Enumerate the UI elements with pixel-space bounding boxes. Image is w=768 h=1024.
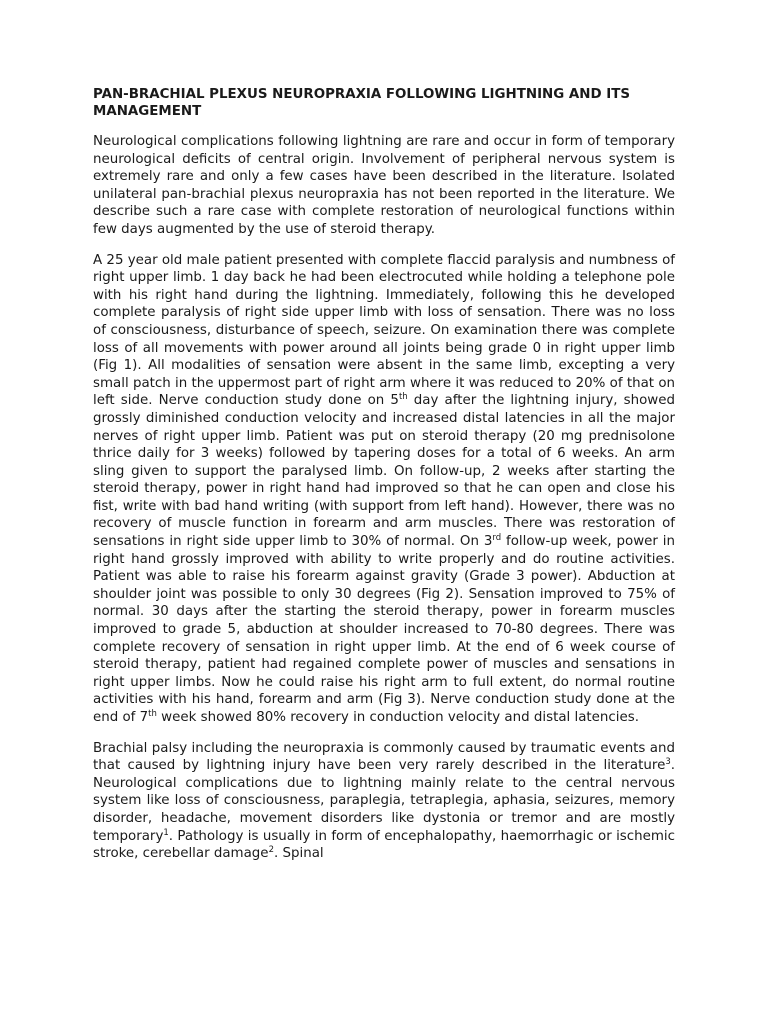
discussion-text-1: Brachial palsy including the neuropraxia is commonly caused by traumatic events and that caused by lightning injury have been very rarely described in the literature (93, 740, 675, 774)
case-text-1: A 25 year old male patient presented with complete flaccid paralysis and numbness of right upper limb. 1 day back he had been electrocuted while holding a telephone pole with his right hand during the lightning. Immediately, following this he developed complete paralysis of right side upper limb with loss of sensation. There was no loss of consciousness, disturbance of speech, seizure. On examination there was complete loss of all movements with power around all joints being grade 0 in right upper limb (Fig 1). All modalities of sensation were absent in the same limb, excepting a very small patch in the uppermost part of right arm where it was reduced to 20% of that on left side. Nerve conduction study done on 5 (93, 252, 675, 409)
case-text-3: follow-up week, power in right hand grossly improved with ability to write properly and do routine activities. Patient was able to raise his forearm against gravity (Grade 3 power). Abduction at shoulder joint was possible to only 30 degrees (Fig 2). Sensation improved to 75% of normal. 30 days after the starting the steroid therapy, power in forearm muscles improved to grade 5, abduction at shoulder increased to 70-80 degrees. There was complete recovery of sensation in right upper limb. At the end of 6 week course of steroid therapy, patient had regained complete power of muscles and sensations in right upper limbs. Now he could raise his right arm to full extent, do normal routine activities with his hand, forearm and arm (Fig 3). Nerve conduction study done at the end of 7 (93, 534, 675, 725)
citation-superscript: 1 (163, 827, 169, 838)
page-title: PAN-BRACHIAL PLEXUS NEUROPRAXIA FOLLOWING LIGHTNING AND ITS MANAGEMENT (93, 87, 631, 119)
discussion-text-3: . Pathology is usually in form of encephalopathy, haemorrhagic or ischemic stroke, cerebellar damage (93, 828, 675, 862)
superscript: rd (492, 533, 502, 544)
superscript: th (398, 392, 408, 403)
paragraph-discussion (93, 740, 675, 863)
superscript: th (148, 709, 157, 719)
citation-superscript: 2 (268, 845, 274, 856)
discussion-text-4: . Spinal (273, 846, 324, 862)
document-page (93, 86, 675, 876)
paragraph-case-report (93, 252, 675, 727)
citation-superscript: 3 (665, 757, 671, 768)
discussion-text-2: . Neurological complications due to lightning mainly relate to the central nervous system like loss of consciousness, paraplegia, tetraplegia, aphasia, seizures, memory disorder, headache, movement disorders like dystonia or tremor and are mostly temporary (93, 758, 675, 844)
case-text-2: day after the lightning injury, showed grossly diminished conduction velocity and increased distal latencies in all the major nerves of right upper limb. Patient was put on steroid therapy (20 mg prednisolone thrice daily for 3 weeks) followed by tapering doses for a total of 6 weeks. An arm sling given to support the paralysed limb. On follow-up, 2 weeks after starting the steroid therapy, power in right hand had improved so that he can open and close his fist, write with bad hand writing (with support from left hand). However, there was no recovery of muscle function in forearm and arm muscles. There was restoration of sensations in right side upper limb to 30% of normal. On 3 (93, 393, 675, 550)
paragraph-intro: Neurological complications following lightning are rare and occur in form of temporary neurological deficits of central origin. Involvement of peripheral nervous system is extremely rare and only a few cases have been described in the literature. Isolated unilateral pan-brachial plexus neuropraxia has not been reported in the literature. We describe such a rare case with complete restoration of neurological functions within few days augmented by the use of steroid therapy. (93, 134, 675, 237)
case-text-4: week showed 80% recovery in conduction velocity and distal latencies. (156, 710, 639, 725)
